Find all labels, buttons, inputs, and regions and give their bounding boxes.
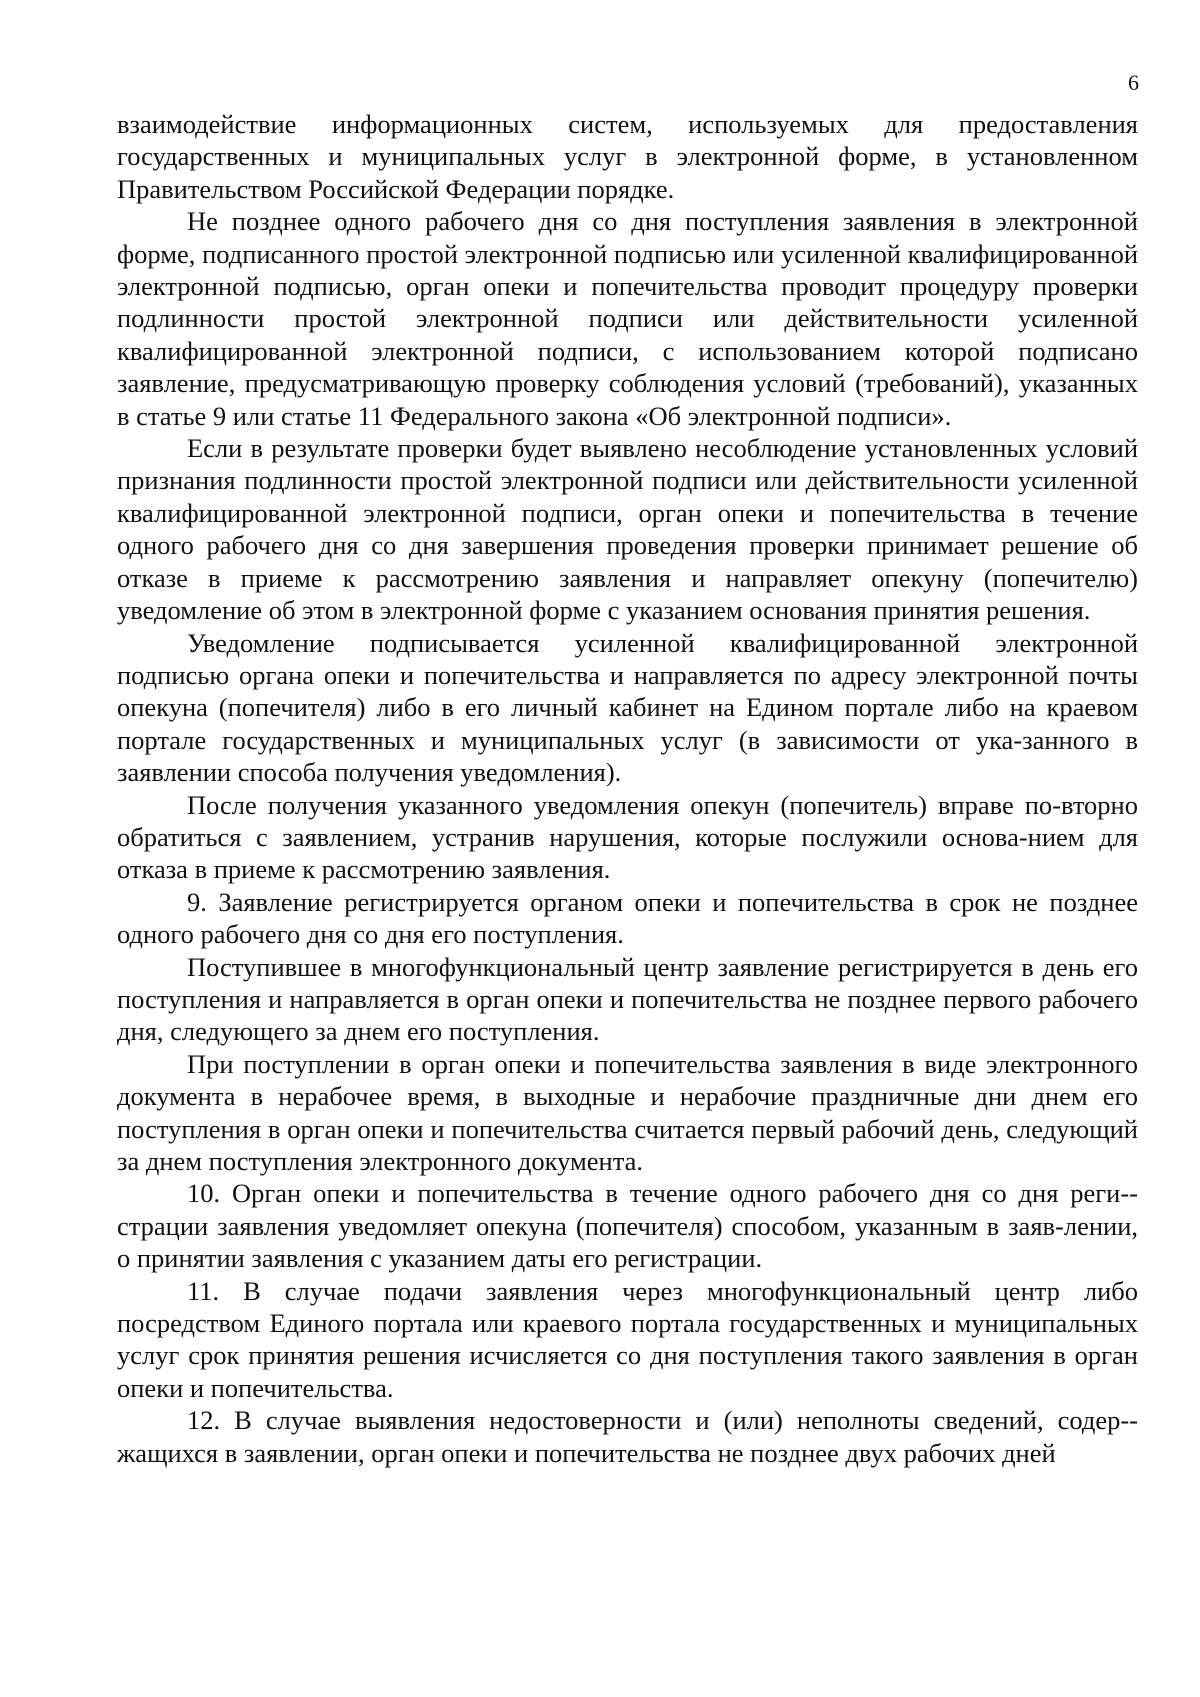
paragraph-item-12: 12. В случае выявления недостоверности и (или) неполноты сведений, содер-жащихся в заявлении, орган опеки и попечительства не позднее двух рабочих дней [117,1405,1138,1468]
paragraph-signature-verification: Не позднее одного рабочего дня со дня поступления заявления в электронной форме, подписанного простой электронной подписью или усиленной квалифицированной электронной подписью, орган опеки и попечительства проводит процедуру проверки подлинности простой электронной подписи или действительности усиленной квалифицированной электронной подписи, с использованием которой подписано заявление, предусматривающую проверку соблюдения условий (требований), указанных в статье 9 или статье 11 Федерального закона «Об электронной подписи». [117,206,1138,431]
paragraph-item-10: 10. Орган опеки и попечительства в течение одного рабочего дня со дня реги-страции заявления уведомляет опекуна (попечителя) способом, указанным в заяв-лении, о принятии заявления с указанием даты его регистрации. [117,1178,1138,1274]
paragraph-continuation: взаимодействие информационных систем, используемых для предоставления государственных и муниципальных услуг в электронной форме, в установленном Правительством Российской Федерации порядке. [117,109,1138,204]
paragraph-item-9: 9. Заявление регистрируется органом опеки и попечительства в срок не позднее одного рабочего дня со дня его поступления. [117,886,1138,950]
paragraph-nonworking-time: При поступлении в орган опеки и попечительства заявления в виде электронного документа в нерабочее время, в выходные и нерабочие праздничные дни днем его поступления в орган опеки и попечительства считается первый рабочий день, следующий за днем поступления электронного документа. [117,1048,1138,1176]
paragraph-notification: Уведомление подписывается усиленной квалифицированной электронной подписью органа опеки и попечительства и направляется по адресу электронной почты опекуна (попечителя) либо в его личный кабинет на Едином портале либо на краевом портале государственных и муниципальных услуг (в зависимости от ука-занного в заявлении способа получения уведомления). [117,627,1138,788]
page-number: 6 [1128,70,1139,95]
document-body [117,108,1138,1469]
paragraph-item-11: 11. В случае подачи заявления через многофункциональный центр либо посредством Единого портала или краевого портала государственных и муниципальных услуг срок принятия решения исчисляется со дня поступления такого заявления в орган опеки и попечительства. [117,1275,1138,1403]
paragraph-reapply: После получения указанного уведомления опекун (попечитель) вправе по-вторно обратиться с заявлением, устранив нарушения, которые послужили основа-нием для отказа в приеме к рассмотрению заявления. [117,789,1138,885]
paragraph-mfc-registration: Поступившее в многофункциональный центр заявление регистрируется в день его поступления и направляется в орган опеки и попечительства не позднее первого рабочего дня, следующего за днем его поступления. [117,951,1138,1047]
paragraph-verification-failure: Если в результате проверки будет выявлено несоблюдение установленных условий признания подлинности простой электронной подписи или действительности усиленной квалифицированной электронной подписи, орган опеки и попечительства в течение одного рабочего дня со дня завершения проведения проверки принимает решение об отказе в приеме к рассмотрению заявления и направляет опекуну (попечителю) уведомление об этом в электронной форме с указанием основания принятия решения. [117,433,1138,626]
